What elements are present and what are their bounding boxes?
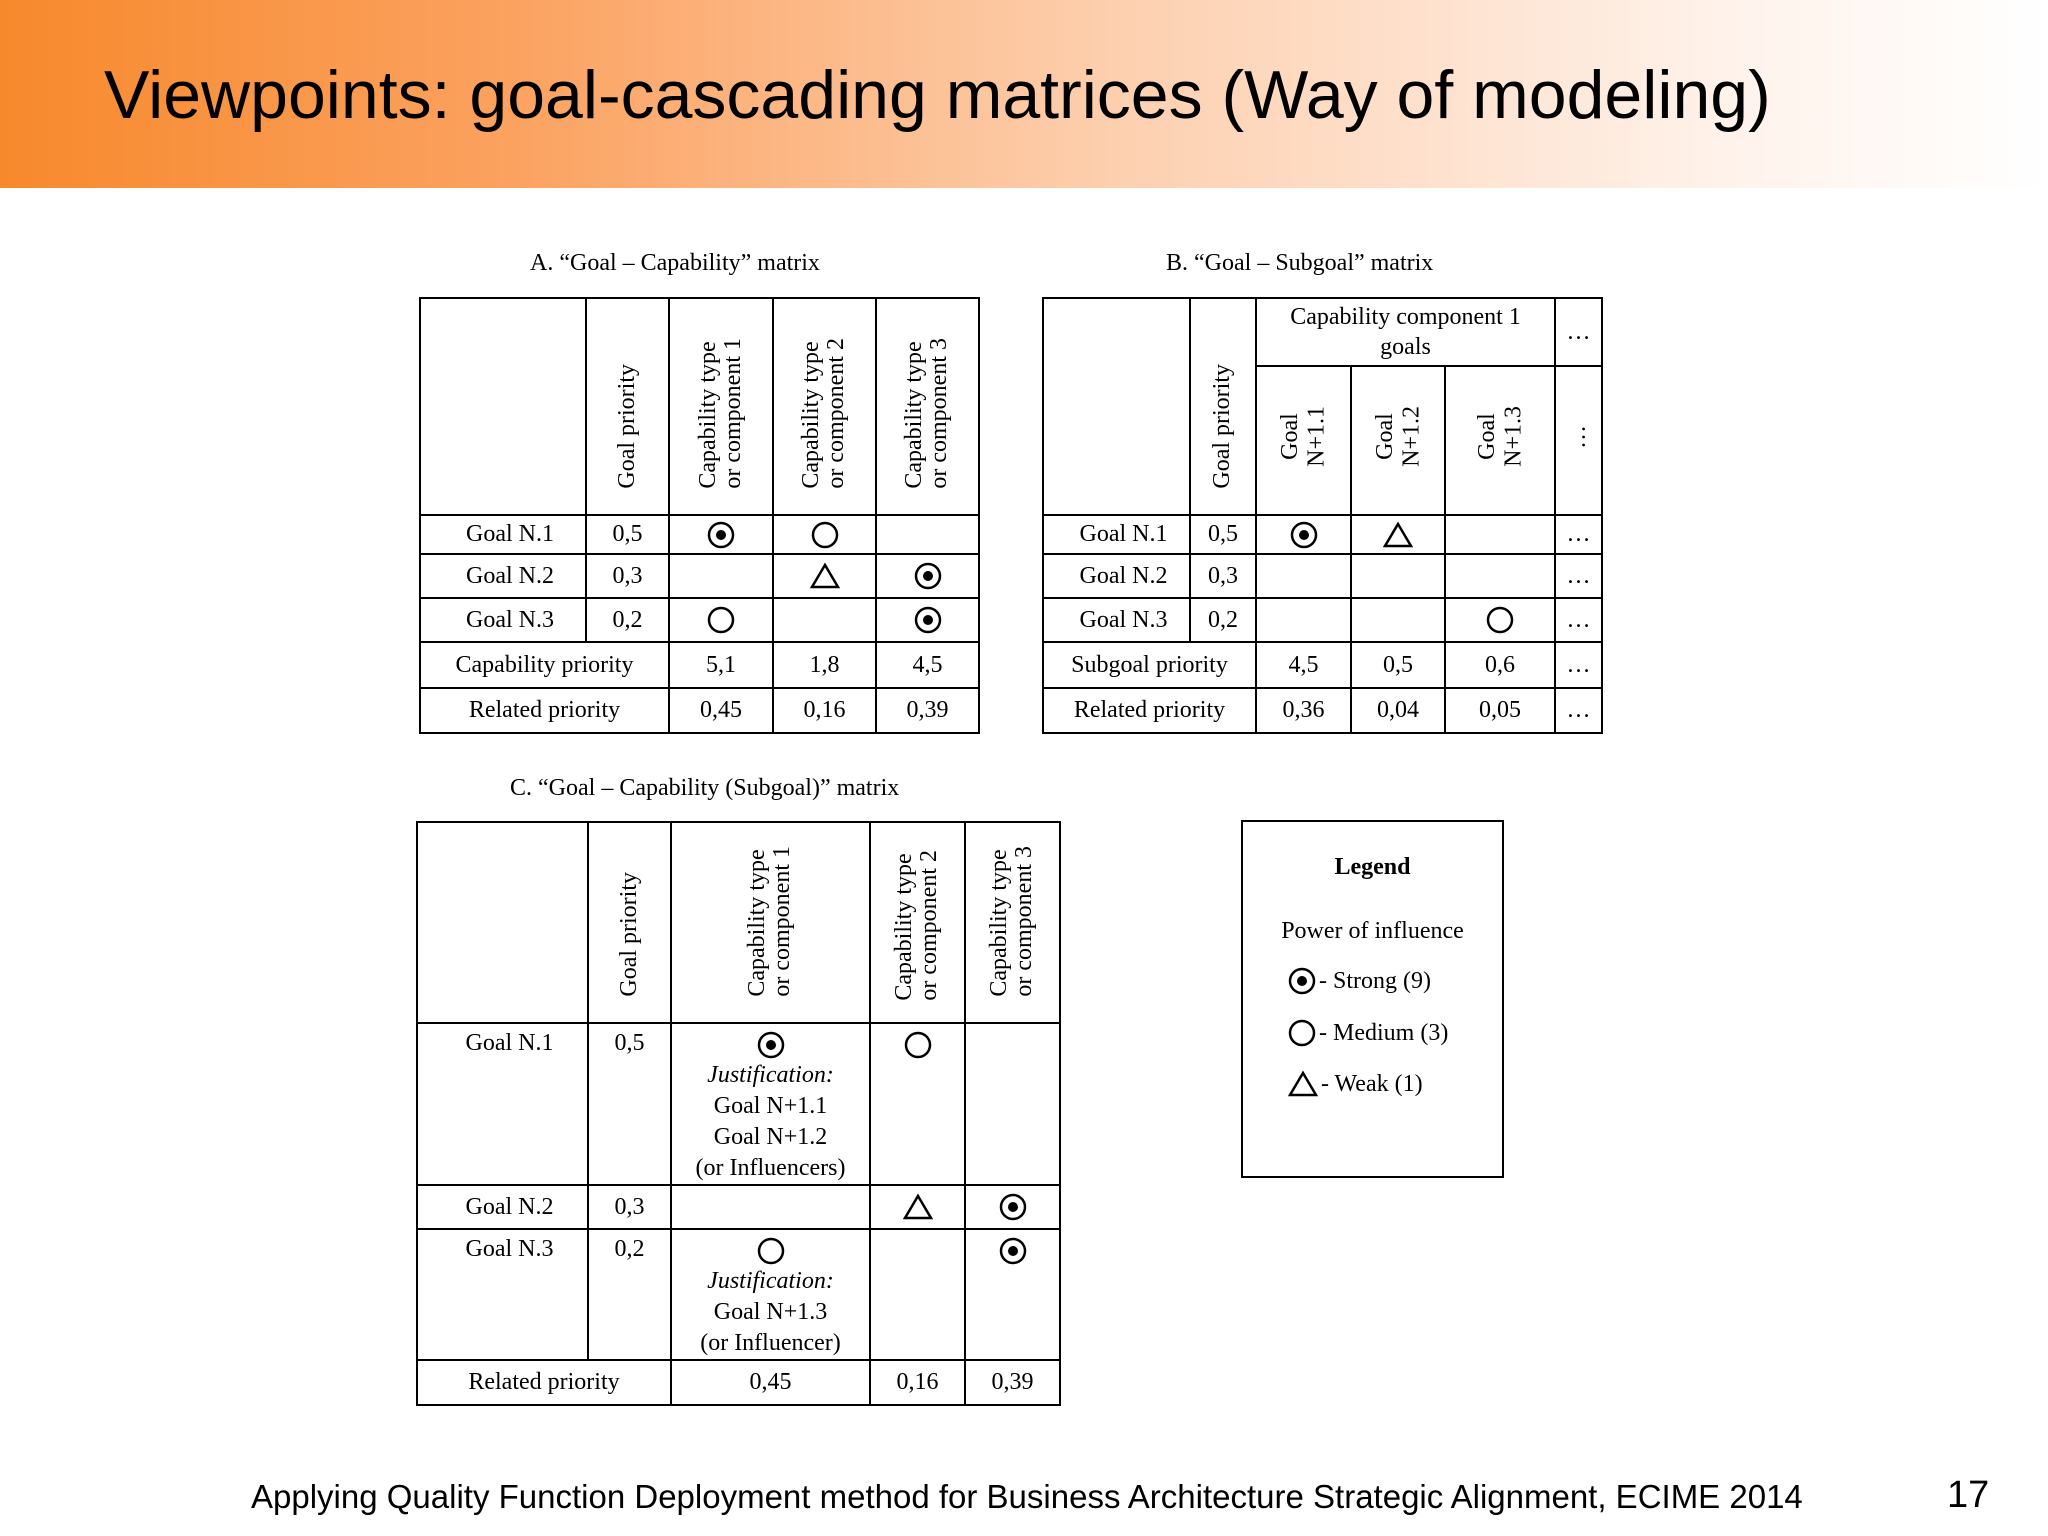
related-priority-value: 0,39 [965, 1360, 1060, 1405]
medium-influence-icon [810, 520, 840, 550]
legend-item-label: - Medium (3) [1319, 1019, 1449, 1046]
strong-influence-icon [913, 605, 943, 635]
matrix-c-corner [417, 822, 588, 1023]
goal-priority-value: 0,5 [1190, 515, 1256, 554]
slide-title: Viewpoints: goal-cascading matrices (Way of modeling) [104, 57, 1771, 133]
influence-cell [965, 1229, 1060, 1360]
capability-priority-value: 4,5 [876, 642, 979, 688]
table-row [1043, 515, 1602, 554]
more-cell: … [1555, 598, 1602, 642]
strong-influence-icon [1289, 520, 1319, 550]
matrix-c-header-col3: Capability type or component 3 [965, 822, 1060, 1023]
justification-label: Justification: [707, 1268, 834, 1294]
strong-influence-icon [998, 1192, 1028, 1222]
influence-cell [1445, 515, 1555, 554]
influence-cell [1445, 554, 1555, 598]
influence-cell [965, 1185, 1060, 1229]
medium-influence-icon [1287, 1018, 1317, 1048]
influence-cell [773, 515, 876, 554]
matrix-b-header-group: Capability component 1 goals [1256, 298, 1555, 366]
medium-influence-icon [1287, 1018, 1317, 1048]
influence-cell [870, 1185, 965, 1229]
matrix-b-corner [1043, 298, 1190, 515]
subgoal-priority-value: 0,6 [1445, 642, 1555, 688]
matrix-c-caption: C. “Goal – Capability (Subgoal)” matrix [510, 775, 900, 801]
row-label: Goal N.3 [1043, 598, 1190, 642]
medium-influence-icon [903, 1030, 933, 1060]
influence-cell-with-justification [671, 1229, 870, 1360]
legend-item-medium [1287, 1018, 1448, 1048]
strong-influence-icon [1287, 966, 1317, 996]
table-row [420, 642, 979, 688]
justification-line: Goal N+1.3 [713, 1299, 828, 1325]
medium-influence-icon [1485, 605, 1515, 635]
influence-cell [1256, 515, 1351, 554]
slide-footer: Applying Quality Function Deployment method for Business Architecture Strategic Alignment, ECIME 2014 [251, 1478, 1803, 1515]
legend-subtitle: Power of influence [1281, 918, 1464, 944]
influence-cell [773, 598, 876, 642]
strong-influence-icon [998, 1236, 1028, 1266]
table-row [420, 688, 979, 733]
table-row [420, 515, 979, 554]
matrix-b-header-sub2: Goal N+1.2 [1351, 366, 1445, 515]
table-row [417, 1023, 1060, 1185]
influence-cell [876, 554, 979, 598]
influence-cell [876, 598, 979, 642]
row-label: Goal N.2 [1043, 554, 1190, 598]
weak-influence-icon [1287, 1070, 1319, 1098]
matrix-c-table [416, 821, 1061, 1406]
row-label: Goal N.2 [420, 554, 586, 598]
table-row [417, 1185, 1060, 1229]
related-priority-value: 0,45 [671, 1360, 870, 1405]
matrix-a-caption: A. “Goal – Capability” matrix [530, 250, 820, 276]
goal-priority-value: 0,3 [586, 554, 669, 598]
capability-priority-label: Capability priority [420, 642, 669, 688]
influence-symbol [756, 1031, 786, 1057]
legend-item-weak [1287, 1070, 1423, 1098]
weak-influence-icon [902, 1193, 934, 1221]
subgoal-priority-label: Subgoal priority [1043, 642, 1256, 688]
goal-priority-value: 0,5 [588, 1023, 671, 1185]
weak-influence-icon [1287, 1070, 1319, 1098]
table-row [1043, 642, 1602, 688]
influence-symbol [756, 1237, 786, 1263]
influence-cell [1351, 554, 1445, 598]
capability-priority-value: 5,1 [669, 642, 773, 688]
legend-item-label: - Weak (1) [1321, 1070, 1423, 1097]
matrix-a-header-col1: Capability type or component 1 [669, 298, 773, 515]
more-cell: … [1555, 642, 1602, 688]
influence-cell [669, 554, 773, 598]
related-priority-value: 0,16 [870, 1360, 965, 1405]
matrix-a-table [419, 297, 980, 734]
related-priority-value: 0,05 [1445, 688, 1555, 733]
influence-cell [876, 515, 979, 554]
row-label: Goal N.1 [417, 1023, 588, 1185]
influence-cell [1256, 598, 1351, 642]
goal-priority-value: 0,2 [588, 1229, 671, 1360]
row-label: Goal N.3 [417, 1229, 588, 1360]
goal-priority-value: 0,3 [1190, 554, 1256, 598]
table-row [420, 598, 979, 642]
matrix-b-header-more: … [1555, 298, 1602, 366]
row-label: Goal N.1 [420, 515, 586, 554]
matrix-b-header-sub1: Goal N+1.1 [1256, 366, 1351, 515]
matrix-b-caption: B. “Goal – Subgoal” matrix [1166, 250, 1434, 276]
strong-influence-icon [706, 520, 736, 550]
table-row [1043, 554, 1602, 598]
subgoal-priority-value: 4,5 [1256, 642, 1351, 688]
goal-priority-value: 0,3 [588, 1185, 671, 1229]
justification-line: Goal N+1.1 [713, 1093, 828, 1119]
row-label: Goal N.2 [417, 1185, 588, 1229]
medium-influence-icon [756, 1236, 786, 1266]
matrix-b-header-sub3: Goal N+1.3 [1445, 366, 1555, 515]
matrix-a-corner [420, 298, 586, 515]
table-row [1043, 598, 1602, 642]
influence-cell [669, 598, 773, 642]
goal-priority-value: 0,2 [1190, 598, 1256, 642]
strong-influence-icon [756, 1030, 786, 1060]
influence-cell [669, 515, 773, 554]
related-priority-value: 0,39 [876, 688, 979, 733]
medium-influence-icon [706, 605, 736, 635]
matrix-b-header-goal-priority: Goal priority [1190, 298, 1256, 515]
influence-cell [965, 1023, 1060, 1185]
matrix-a-header-col2: Capability type or component 2 [773, 298, 876, 515]
justification-line: (or Influencer) [700, 1330, 841, 1356]
related-priority-value: 0,36 [1256, 688, 1351, 733]
influence-cell [773, 554, 876, 598]
table-row [417, 1229, 1060, 1360]
influence-cell [1351, 515, 1445, 554]
matrix-c-header-col1: Capability type or component 1 [671, 822, 870, 1023]
influence-cell [1256, 554, 1351, 598]
justification-line: Goal N+1.2 [713, 1124, 828, 1150]
matrix-b-header-vertical-ellipsis: … [1555, 366, 1602, 515]
matrix-b-table [1042, 297, 1603, 734]
legend-title: Legend [1334, 854, 1411, 880]
legend-item-strong [1287, 966, 1431, 996]
row-label: Goal N.1 [1043, 515, 1190, 554]
matrix-c-header-col2: Capability type or component 2 [870, 822, 965, 1023]
influence-cell [671, 1185, 870, 1229]
goal-priority-value: 0,2 [586, 598, 669, 642]
table-row [420, 554, 979, 598]
table-row [1043, 688, 1602, 733]
influence-cell [870, 1229, 965, 1360]
subgoal-priority-value: 0,5 [1351, 642, 1445, 688]
influence-cell-with-justification [671, 1023, 870, 1185]
more-cell: … [1555, 515, 1602, 554]
related-priority-label: Related priority [420, 688, 669, 733]
row-label: Goal N.3 [420, 598, 586, 642]
more-cell: … [1555, 688, 1602, 733]
matrix-a-header-goal-priority: Goal priority [586, 298, 669, 515]
related-priority-value: 0,04 [1351, 688, 1445, 733]
goal-priority-value: 0,5 [586, 515, 669, 554]
influence-cell [1445, 598, 1555, 642]
more-cell: … [1555, 554, 1602, 598]
weak-influence-icon [809, 562, 841, 590]
legend-item-label: - Strong (9) [1319, 967, 1431, 994]
matrix-a-header-col3: Capability type or component 3 [876, 298, 979, 515]
justification-line: (or Influencers) [695, 1155, 846, 1181]
strong-influence-icon [913, 561, 943, 591]
influence-cell [1351, 598, 1445, 642]
influence-cell [870, 1023, 965, 1185]
related-priority-label: Related priority [417, 1360, 671, 1405]
table-row [417, 1360, 1060, 1405]
weak-influence-icon [1382, 521, 1414, 549]
matrix-c-header-goal-priority: Goal priority [588, 822, 671, 1023]
related-priority-value: 0,45 [669, 688, 773, 733]
strong-influence-icon [1287, 966, 1317, 996]
related-priority-value: 0,16 [773, 688, 876, 733]
legend-box [1241, 820, 1504, 1178]
justification-label: Justification: [707, 1062, 834, 1088]
related-priority-label: Related priority [1043, 688, 1256, 733]
capability-priority-value: 1,8 [773, 642, 876, 688]
page-number: 17 [1947, 1474, 1990, 1516]
